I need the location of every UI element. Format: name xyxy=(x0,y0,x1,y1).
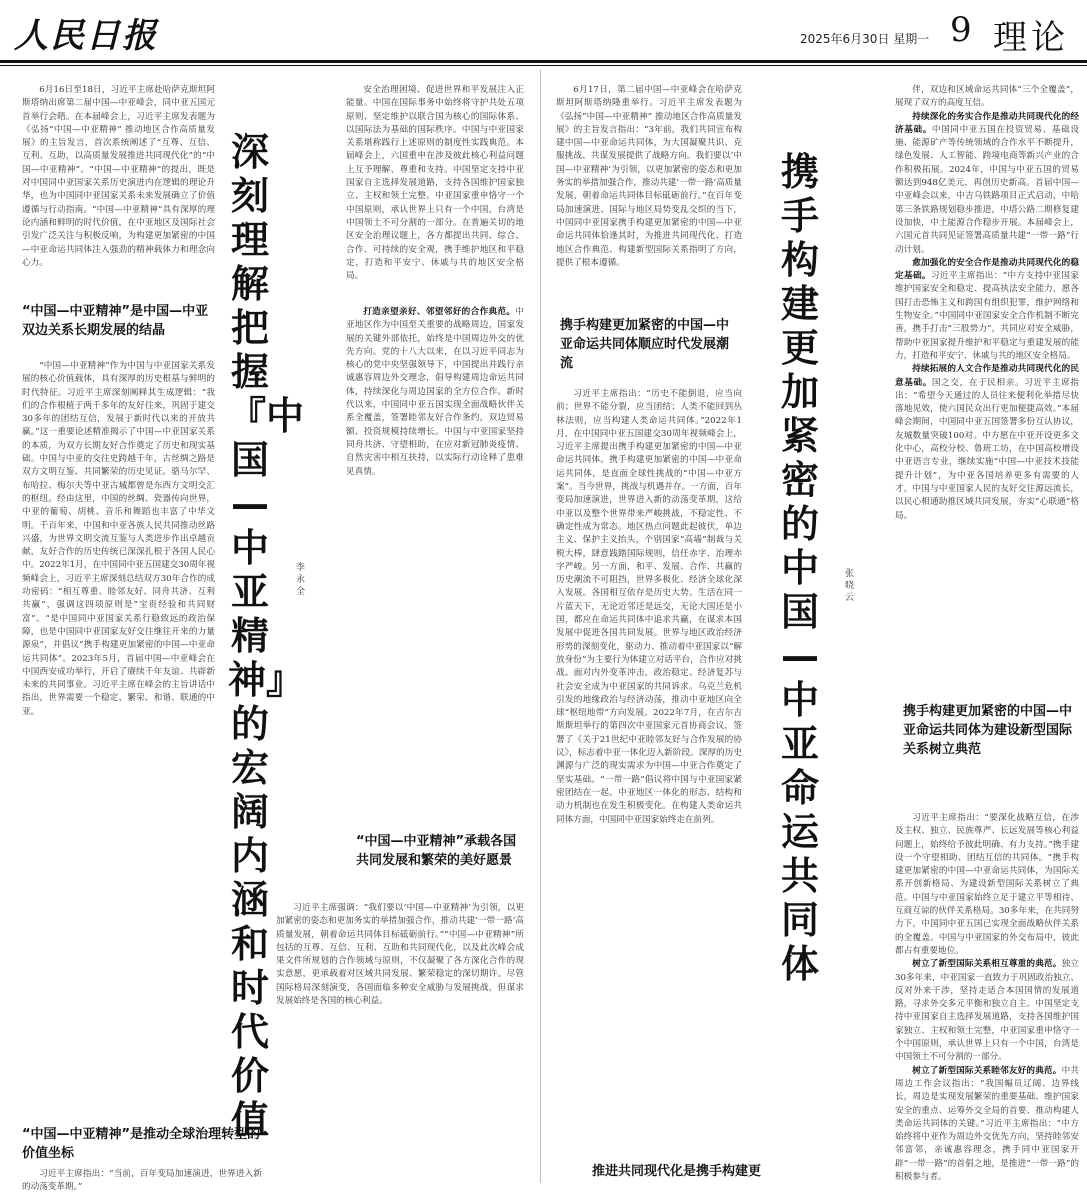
article2-heading-1: 携手构建更加紧密的中国—中亚命运共同体顺应时代发展潮流 xyxy=(560,318,730,371)
article2-lead-4: 树立了新型国际关系相互尊重的典范。 xyxy=(912,959,1062,970)
article2-section-1: 习近平主席指出：“历史不能倒退，应当向前；世界不能分裂，应当团结；人类不能回到丛林法则，应当构建人类命运共同体。”2022年1月，在中国同中亚五国建交30周年视频峰会上，习近平主席提出携手构建更加紧密的中国—中亚命运共同体。携手构建更加紧密的中国—中亚命运共同体，是直面全球性挑战的“中国—中亚方案”。当今世界，挑战与机遇并存。一方面，百年变局加速演进，世界进入新的动荡变革期，这给中亚以及整个世界带来严峻挑战，不稳定性、不确定性成为常态。地区热点问题此起彼伏，单边主义、保护主义抬头，个别国家“高墙”制裁与关税大棒，肆意践踏国际规则，信任赤字、治理赤字严峻。另一方面，和平、发展、合作、共赢的历史潮流不可阻挡，世界多极化、经济全球化深入发展。各国相互依存是历史大势。生活在同一片蓝天下，无论近邻还是远交，无论大国还是小国，都应在命运共同体中追求共赢，在谋求本国发展中促进各国共同发展。世界与地区政治经济形势的深刻变化，驱动力、推动着中亚国家以“解放身份”为主要行为体建立对话平台，合作应对挑战。面对内外变革冲击，政治稳定、经济复苏与社会安全成为中亚国家的共同诉求。乌克兰危机引发的地缘政治与经济动荡，推动中亚地区向全球“枢纽地带”方向发展。2022年7月，在吉尔吉斯斯坦举行的第四次中亚国家元首协商会议，签署了《关于21世纪中亚睦邻友好与合作发展的协议》，标志着中亚一体化迈入新阶段。深厚的历史渊源与广泛的现实需求为中国—中亚合作奠定了坚实基础。“一带一路”倡议将中国与中亚国家紧密团结在一起。中亚地区一体化的形态、结构和动力机制也在发生积极变化。在构建人类命运共同体方面，中国同中亚国家始终走在前列。 xyxy=(556,389,742,825)
article1-heading-3: “中国—中亚精神”承载各国共同发展和繁荣的美好愿景 xyxy=(356,834,517,868)
masthead-rule xyxy=(0,60,1087,63)
article1-intro: 6月16日至18日，习近平主席赴哈萨克斯坦阿斯塔纳出席第二届中国—中亚峰会，同中亚五国元首举行会晤。在本届峰会上，习近平主席发表题为《弘扬“中国—中亚精神” 推动地区合作高质量发展》的主旨发言，首次系统阐述了“互尊、互信、互利、互助，以高质量发展推进共同现代化”的“中国—中亚精神”。“中国—中亚精神”的提出，既是对中国同中亚国家关系历史演进内在逻辑的理论升华，也为中国同中亚国家关系未来发展确立了价值遵循与行动指南。“中国—中亚精神”具有深厚的理论内涵和鲜明的时代价值，在中亚地区及国际社会引发广泛关注与积极反响，为构建更加紧密的中国—中亚命运共同体注入强劲的精神载体力和理念向心力。 xyxy=(22,85,215,268)
article1-heading-4: “中国—中亚精神”是推动全球治理转型的价值坐标 xyxy=(22,1127,261,1161)
article2-lead-3: 持续拓展的人文合作是推动共同现代化的民意基础。 xyxy=(895,364,1079,388)
page-number: 9 xyxy=(950,10,972,50)
masthead xyxy=(0,0,1087,58)
article1-lead-bold: 打造亲望亲好、邻望邻好的合作典范。 xyxy=(363,307,516,317)
newspaper-logo: 人民日报 xyxy=(14,16,158,56)
article1-section-4: 习近平主席指出：“当前，百年变局加速演进，世界进入新的动荡变革期。” xyxy=(22,1169,262,1193)
article2-lead-2: 愈加强化的安全合作是推动共同现代化的稳定基础。 xyxy=(895,257,1079,282)
article1-section-3: 习近平主席强调：“我们要以‘中国—中亚精神’为引领，以更加紧密的姿态和更加务实的举措加强合作，推动共建‘一带一路’高质量发展，朝着命运共同体目标砥砺前行。”“中国—中亚精神”所包括的互尊、互信、互利、互助和共同现代化，以及此次峰会成果文件所规划的合作领域与原则，不仅凝聚了各方深化合作的现实意愿，更承载着对区域共同发展、繁荣稳定的深切期许。尽管国际格局深刻演变，各国面临多种安全威胁与发展挑战，但谋求发展始终是各国的核心利益。 xyxy=(276,903,524,1007)
article1-heading-1: “中国—中亚精神”是中国—中亚双边关系长期发展的结晶 xyxy=(22,304,209,338)
article1-right-text-2: 打造亲望亲好、邻望邻好的合作典范。中亚地区作为中国至关重要的战略周边，国家发展的关键外部依托，始终是中国周边外交的优先方向。党的十八大以来，在以习近平同志为核心的党中央坚强领导下，中国提出并践行亲诚惠容周边外交理念，倡导构建周边命运共同体，持续深化与周边国家的全方位合作。新时代以来，中国同中亚五国实现全面战略伙伴关系全覆盖，签署睦邻友好合作条约，双边贸易额、投资规模持续增长。中国与中亚国家坚持同舟共济、守望相助，在应对新冠肺炎疫情、自然灾害中相互扶持，以实际行动诠释了患难见真情。 xyxy=(346,307,524,477)
article2-heading-2: 携手构建更加紧密的中国—中亚命运共同体为建设新型国际关系树立典范 xyxy=(903,704,1073,757)
article2-author: 张晓云 xyxy=(845,569,855,603)
article1-right-text: 安全治理困境、促进世界和平发展注入正能量。中国在国际事务中始终将守护共处五项原则、坚定维护以联合国为核心的国际体系、以国际法为基础的国际秩序。中国与中亚国家关系堪称践行上述原则的制度性实践典范。本届峰会上，六国重申在涉及彼此核心利益问题上互予理解、尊重和支持。中国坚定支持中亚国家自主选择发展道路，支持各国维护国家独立、主权和领土完整。中亚国家重申恪守一个中国原则，承认世界上只有一个中国，台湾是中国领土不可分割的一部分。在普遍关切的地区安全治理议题上，各方都提出共同、综合、合作、可持续的安全观，携手维护地区和平稳定，打造和平安宁、休戚与共的地区安全格局。 xyxy=(346,85,524,282)
article2-title: 携手构建更加紧密的中国—中亚命运共同体 xyxy=(780,150,819,986)
masthead-rule-thin xyxy=(0,65,1087,66)
article2-right-column: 伴，双边和区域命运共同体“三个全覆盖”，展现了双方的高度互信。 持续深化的务实合作是推动共同现代化的经济基础。中国同中亚五国在投资贸易、基础设施、能源矿产等传统领域的合作水平不断提升，绿色发展、人工智能、跨境电商等新兴产业的合作积极拓展。2024年，中国与中亚五国的贸易额达到948亿美元，再创历史新高。首届中国—中亚峰会以来，中吉乌铁路项目正式启动，中哈第三条铁路规划稳步推进，中塔公路二期修复建设加快，中土能源合作稳步开展。本届峰会上，六国元首共同见证签署高质量共建“一带一路”行动计划。 愈加强化的安全合作是推动共同现代化的稳定基础。习近平主席指出：“中方支持中亚国家维护国家安全和稳定、提高执法安全能力，愿各国打击恐怖主义和跨国有组织犯罪，维护网络和生物安全。”中国同中亚国家安全合作机制不断完善，携手打击“三股势力”，共同应对安全威胁，帮助中亚国家提升维护和平稳定与重建发展的能力，打造和平安宁、休戚与共的地区安全格局。 持续拓展的人文合作是推动共同现代化的民意基础。国之交，在于民相亲。习近平主席指出：“希望今天通过的人员往来便利化举措尽快落地见效，使六国民众出行更加便捷高效。”本届峰会期间，中国同中亚五国签署多份互认协议，友城数量突破100对。中方愿在中亚开设更多文化中心，高校分校、鲁班工坊，在中国高校增设中亚语言专业，继续实施“中国—中亚技术技能提升计划”，为中亚各国培养更多有需要的人才。中国与中亚国家人民的友好交往源远流长，以民心相通助推区域共同发展，夯实“心联通”格局。 xyxy=(895,85,1079,521)
issue-date: 2025年6月30日 星期一 xyxy=(800,32,930,46)
article1-author: 李永全 xyxy=(296,563,306,597)
article1-title: 深刻理解把握『中国—中亚精神』的宏阔内涵和时代价值 xyxy=(228,130,305,1142)
article2-heading-3: 推进共同现代化是携手构建更 xyxy=(592,1164,762,1179)
article2-lead-1: 持续深化的务实合作是推动共同现代化的经济基础。 xyxy=(895,111,1079,135)
article2-intro: 6月17日，第二届中国—中亚峰会在哈萨克斯坦阿斯塔纳隆重举行。习近平主席发表题为《弘扬“中国—中亚精神” 推动地区合作高质量发展》的主旨发言指出：“3年前，我们共同宣布构建中国—中亚命运共同体，为大国凝聚共识、克服挑战、共谋发展提供了战略方向。我们要以‘中国—中亚精神’为引领，以更加紧密的姿态和更加务实的举措加强合作，推动共建‘一带一路’高质量发展，朝着命运共同体目标砥砺前行。”在百年变局加速演进、国际与地区局势变乱交织的当下，中国同中亚国家携手构建更加紧密的中国—中亚命运共同体恰逢其时，为推进共同现代化、打造地区合作典范、构建新型国际关系指明了方向，提供了根本遵循。 xyxy=(556,85,742,268)
section-title: 理论 xyxy=(993,18,1069,58)
article2-section-2: 习近平主席指出：“要深化战略互信，在涉及主权、独立、民族尊严、长远发展等核心利益问题上，始终给予彼此明确、有力支持。”携手建设一个守望相助、团结互信的共同体。“携手构建更加紧密的中国—中亚命运共同体，为国际关系开创新格局、为建设新型国际关系树立了典范。中国与中亚国家始终立足于建立平等相待、互商互谅的伙伴关系格局。30多年来，在共同努力下，中国同中亚五国已实现全面战略伙伴关系的全覆盖。中国与中亚国家的外交布局中，彼此都占有重要地位。 树立了新型国际关系相互尊重的典范。独立30多年来，中亚国家一直致力于巩固政治独立、反对外来干涉，坚持走适合本国国情的发展道路，寻求外交多元平衡和独立自主。中国坚定支持中亚国家自主选择发展道路，支持各国维护国家独立、主权和领土完整，中亚国家重申恪守一个中国原则，承认世界上只有一个中国，台湾是中国领土不可分割的一部分。 树立了新型国际关系睦邻友好的典范。中共周边工作会议指出：“我国幅员辽阔、边界线长，周边是实现发展繁荣的重要基础、维护国家安全的重点、运筹外交全局的首要、推动构建人类命运共同体的关键。”习近平主席指出：“中方始终将中亚作为周边外交优先方向，坚持睦邻安邻富邻，亲诚惠容理念，携手同中亚国家开辟“一带一路”的首倡之地，是推进“一带一路”的积极参与者。 xyxy=(895,813,1079,1183)
article2-lead-5: 树立了新型国际关系睦邻友好的典范。 xyxy=(912,1065,1062,1076)
column-divider xyxy=(540,70,541,1183)
article1-section-1: “中国—中亚精神”作为中国与中亚国家关系发展的核心价值载体，具有深厚的历史根基与鲜明的时代特征。习近平主席深刻阐释其生成逻辑：“我们的合作根植于两千多年的友好往来，巩固于建交30多年的团结互信，发展于新时代以来的开放共赢。”这一重要论述精准揭示了中国—中亚国家关系的本质，为双方长期友好合作奠定了历史和现实基础。中国与中亚的交往史跨越千年，古丝绸之路是双方文明互鉴、共同繁荣的历史见证。骆马尔罕、布哈拉、梅尔夫等中亚古城都曾是东西方文明交汇的枢纽。经由这里，中国的丝绸、瓷器传向世界，中亚的葡萄、胡桃、音乐和舞蹈也丰富了中华文明。千百年来，中国和中亚各族人民共同推动丝路兴盛，为世界文明交流互鉴与人类进步作出卓越贡献，友好合作的历史传统已深深扎根于各国人民心中。2022年1月，在中国同中亚五国建交30周年视频峰会上，习近平主席深刻总结双方30年合作的成功密码：“相互尊重、睦邻友好、同舟共济、互利共赢”，强调这四项原则是“宝贵经验和共同财富”。“是中国同中亚国家关系行稳致远的政治保障，也是中国同中亚国家友好交往继往开来的力量源泉”，并倡议“携手构建更加紧密的中国—中亚命运共同体”。2023年5月，首届中国—中亚峰会在中国西安成功举行，开启了赓续千年友谊、共辟新未来的共同事业。习近平主席在峰会的主旨讲话中指出，世界需要一个稳定、繁荣、和谐、联通的中亚。 xyxy=(22,361,215,717)
